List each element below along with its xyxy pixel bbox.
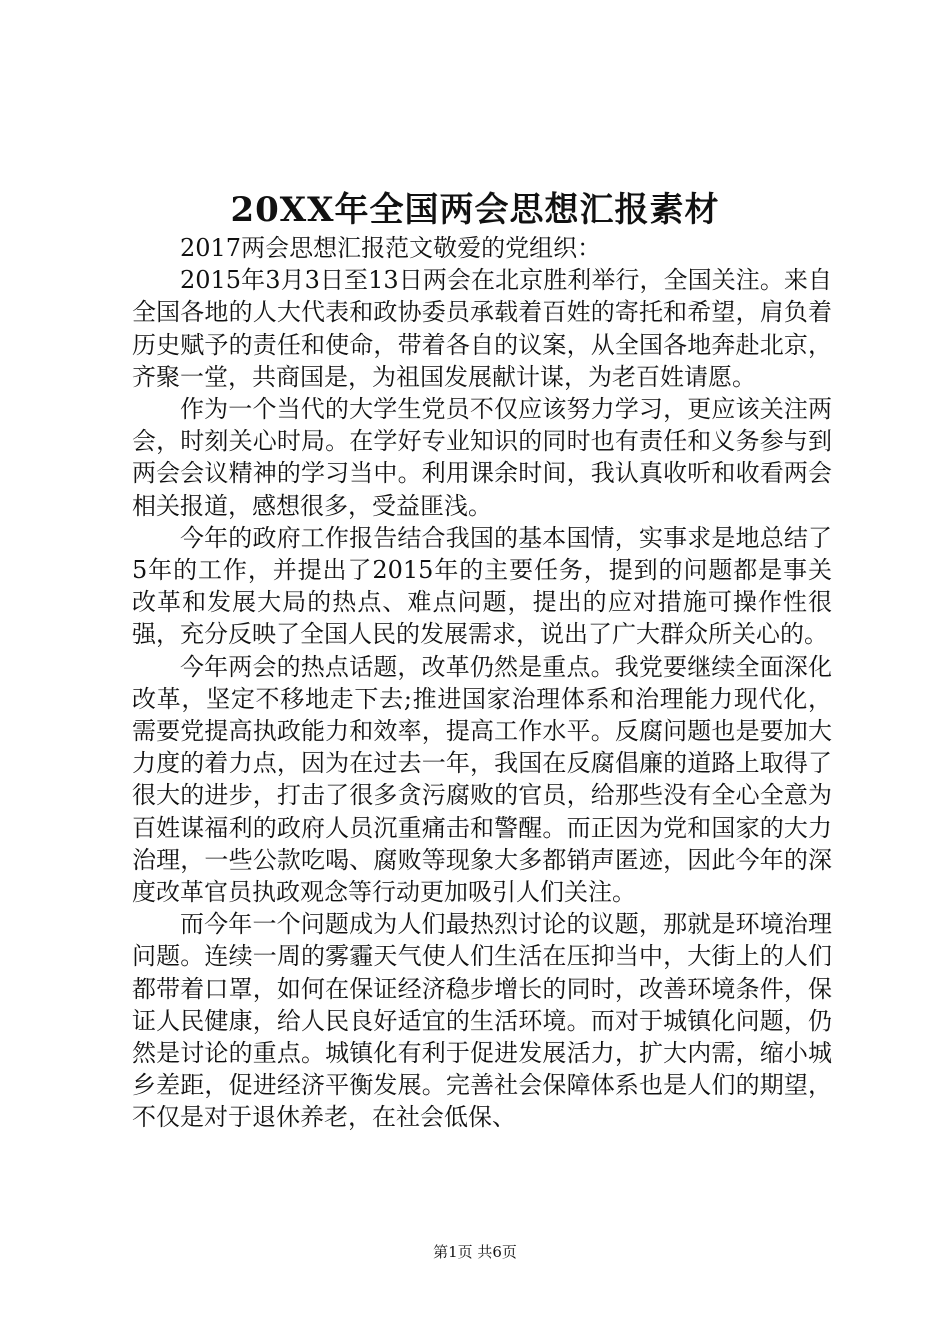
page-number-footer: 第1页 共6页 <box>433 1243 517 1261</box>
paragraph-salutation: 2017两会思想汇报范文敬爱的党组织： <box>180 234 602 262</box>
paragraph-3: 今年的政府工作报告结合我国的基本国情，实事求是地总结了5年的工作，并提出了2015年的主要任务，提到的问题都是事关改革和发展大局的热点、难点问题，提出的应对措施可操作性很强，充分反映了全国人民的发展需求，说出了广大群众所关心的。 <box>132 523 832 649</box>
document-title: 20XX年全国两会思想汇报素材 <box>230 190 720 230</box>
paragraph-4: 今年两会的热点话题，改革仍然是重点。我党要继续全面深化改革，坚定不移地走下去;推进国家治理体系和治理能力现代化，需要党提高执政能力和效率，提高工作水平。反腐问题也是要加大力度的着力点，因为在过去一年，我国在反腐倡廉的道路上取得了很大的进步，打击了很多贪污腐败的官员，给那些没有全心全意为百姓谋福利的政府人员沉重痛击和警醒。而正因为党和国家的大力治理，一些公款吃喝、腐败等现象大多都销声匿迹，因此今年的深度改革官员执政观念等行动更加吸引人们关注。 <box>132 652 832 907</box>
paragraph-2: 作为一个当代的大学生党员不仅应该努力学习，更应该关注两会，时刻关心时局。在学好专业知识的同时也有责任和义务参与到两会会议精神的学习当中。利用课余时间，我认真收听和收看两会相关报道，感想很多，受益匪浅。 <box>132 395 832 520</box>
paragraph-1: 2015年3月3日至13日两会在北京胜利举行，全国关注。来自全国各地的人大代表和政协委员承载着百姓的寄托和希望，肩负着历史赋予的责任和使命，带着各自的议案，从全国各地奔赴北京，齐聚一堂，共商国是，为祖国发展献计谋，为老百姓请愿。 <box>132 266 832 391</box>
document-body <box>132 232 832 1134</box>
paragraph-5: 而今年一个问题成为人们最热烈讨论的议题，那就是环境治理问题。连续一周的雾霾天气使人们生活在压抑当中，大街上的人们都带着口罩，如何在保证经济稳步增长的同时，改善环境条件，保证人民健康，给人民良好适宜的生活环境。而对于城镇化问题，仍然是讨论的重点。城镇化有利于促进发展活力，扩大内需，缩小城乡差距，促进经济平衡发展。完善社会保障体系也是人们的期望，不仅是对于退休养老，在社会低保、 <box>132 910 832 1132</box>
